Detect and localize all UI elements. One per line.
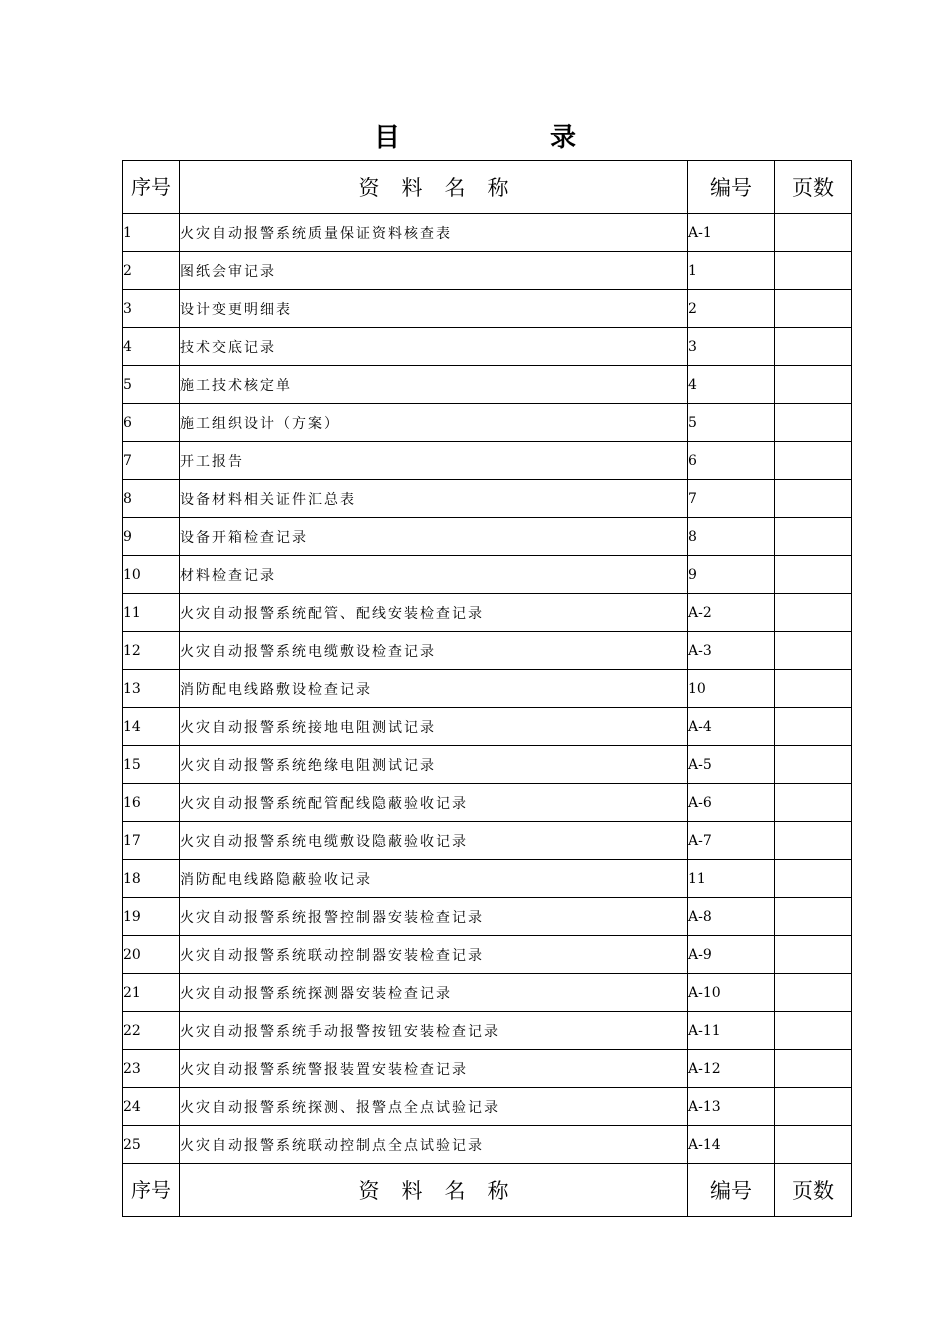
toc-body — [123, 214, 852, 1164]
table-row — [123, 1088, 852, 1126]
row-code: A-1 — [688, 214, 775, 252]
row-name: 火灾自动报警系统配管、配线安装检查记录 — [180, 594, 688, 632]
row-pages — [775, 936, 852, 974]
table-row — [123, 898, 852, 936]
row-code: 9 — [688, 556, 775, 594]
row-seq: 6 — [123, 404, 180, 442]
row-name: 火灾自动报警系统质量保证资料核查表 — [180, 214, 688, 252]
row-name: 火灾自动报警系统绝缘电阻测试记录 — [180, 746, 688, 784]
row-pages — [775, 1012, 852, 1050]
row-seq: 1 — [123, 214, 180, 252]
row-code: A-13 — [688, 1088, 775, 1126]
row-seq: 25 — [123, 1126, 180, 1164]
row-pages — [775, 670, 852, 708]
row-pages — [775, 290, 852, 328]
row-pages — [775, 708, 852, 746]
row-code: A-7 — [688, 822, 775, 860]
table-row — [123, 1126, 852, 1164]
row-code: A-3 — [688, 632, 775, 670]
row-name: 火灾自动报警系统接地电阻测试记录 — [180, 708, 688, 746]
row-seq: 15 — [123, 746, 180, 784]
row-pages — [775, 556, 852, 594]
row-seq: 13 — [123, 670, 180, 708]
row-pages — [775, 1126, 852, 1164]
row-name: 施工组织设计（方案） — [180, 404, 688, 442]
row-code: A-2 — [688, 594, 775, 632]
header-pages: 页数 — [775, 161, 852, 214]
row-name: 设备开箱检查记录 — [180, 518, 688, 556]
table-row — [123, 822, 852, 860]
row-pages — [775, 328, 852, 366]
row-name: 火灾自动报警系统电缆敷设隐蔽验收记录 — [180, 822, 688, 860]
table-row — [123, 632, 852, 670]
row-seq: 11 — [123, 594, 180, 632]
table-row — [123, 252, 852, 290]
table-row — [123, 366, 852, 404]
row-name: 设计变更明细表 — [180, 290, 688, 328]
row-seq: 10 — [123, 556, 180, 594]
row-pages — [775, 366, 852, 404]
row-seq: 20 — [123, 936, 180, 974]
row-pages — [775, 974, 852, 1012]
footer-header-name: 资料名称 — [180, 1164, 688, 1217]
row-code: A-5 — [688, 746, 775, 784]
row-code: 3 — [688, 328, 775, 366]
row-name: 火灾自动报警系统联动控制器安装检查记录 — [180, 936, 688, 974]
table-row — [123, 214, 852, 252]
row-code: 2 — [688, 290, 775, 328]
row-pages — [775, 1088, 852, 1126]
row-pages — [775, 898, 852, 936]
row-pages — [775, 632, 852, 670]
row-pages — [775, 860, 852, 898]
row-name: 消防配电线路隐蔽验收记录 — [180, 860, 688, 898]
row-code: 10 — [688, 670, 775, 708]
row-seq: 22 — [123, 1012, 180, 1050]
row-name: 图纸会审记录 — [180, 252, 688, 290]
row-pages — [775, 1050, 852, 1088]
row-seq: 2 — [123, 252, 180, 290]
row-seq: 4 — [123, 328, 180, 366]
table-row — [123, 974, 852, 1012]
table-row — [123, 480, 852, 518]
header-row — [123, 161, 852, 214]
row-pages — [775, 480, 852, 518]
row-code: A-12 — [688, 1050, 775, 1088]
table-row — [123, 328, 852, 366]
row-name: 材料检查记录 — [180, 556, 688, 594]
row-name: 火灾自动报警系统警报装置安装检查记录 — [180, 1050, 688, 1088]
row-pages — [775, 822, 852, 860]
table-row — [123, 1012, 852, 1050]
row-seq: 16 — [123, 784, 180, 822]
table-row — [123, 936, 852, 974]
row-name: 火灾自动报警系统联动控制点全点试验记录 — [180, 1126, 688, 1164]
row-name: 火灾自动报警系统配管配线隐蔽验收记录 — [180, 784, 688, 822]
table-row — [123, 784, 852, 822]
header-name: 资料名称 — [180, 161, 688, 214]
row-code: 6 — [688, 442, 775, 480]
row-name: 施工技术核定单 — [180, 366, 688, 404]
header-code: 编号 — [688, 161, 775, 214]
row-code: A-9 — [688, 936, 775, 974]
row-name: 火灾自动报警系统探测、报警点全点试验记录 — [180, 1088, 688, 1126]
row-seq: 14 — [123, 708, 180, 746]
row-pages — [775, 442, 852, 480]
row-code: 7 — [688, 480, 775, 518]
row-code: 4 — [688, 366, 775, 404]
row-name: 设备材料相关证件汇总表 — [180, 480, 688, 518]
table-row — [123, 860, 852, 898]
row-name: 技术交底记录 — [180, 328, 688, 366]
row-name: 火灾自动报警系统探测器安装检查记录 — [180, 974, 688, 1012]
row-seq: 8 — [123, 480, 180, 518]
row-seq: 19 — [123, 898, 180, 936]
toc-table — [122, 160, 852, 1217]
row-pages — [775, 214, 852, 252]
row-code: 11 — [688, 860, 775, 898]
row-name: 消防配电线路敷设检查记录 — [180, 670, 688, 708]
table-row — [123, 1050, 852, 1088]
row-name: 开工报告 — [180, 442, 688, 480]
table-row — [123, 518, 852, 556]
table-row — [123, 708, 852, 746]
footer-header-pages: 页数 — [775, 1164, 852, 1217]
row-seq: 17 — [123, 822, 180, 860]
row-code: A-14 — [688, 1126, 775, 1164]
header-seq: 序号 — [123, 161, 180, 214]
row-seq: 18 — [123, 860, 180, 898]
row-seq: 21 — [123, 974, 180, 1012]
row-seq: 5 — [123, 366, 180, 404]
row-seq: 3 — [123, 290, 180, 328]
row-pages — [775, 784, 852, 822]
page-title: 目 录 — [373, 123, 638, 153]
table-row — [123, 442, 852, 480]
row-code: 1 — [688, 252, 775, 290]
row-seq: 9 — [123, 518, 180, 556]
footer-header-code: 编号 — [688, 1164, 775, 1217]
row-pages — [775, 746, 852, 784]
footer-header-row — [123, 1164, 852, 1217]
row-code: A-6 — [688, 784, 775, 822]
row-pages — [775, 594, 852, 632]
row-seq: 12 — [123, 632, 180, 670]
table-row — [123, 404, 852, 442]
row-code: 8 — [688, 518, 775, 556]
table-row — [123, 290, 852, 328]
row-pages — [775, 404, 852, 442]
table-row — [123, 670, 852, 708]
table-row — [123, 594, 852, 632]
row-code: A-4 — [688, 708, 775, 746]
row-pages — [775, 252, 852, 290]
row-code: A-11 — [688, 1012, 775, 1050]
row-name: 火灾自动报警系统电缆敷设检查记录 — [180, 632, 688, 670]
row-name: 火灾自动报警系统报警控制器安装检查记录 — [180, 898, 688, 936]
row-code: A-10 — [688, 974, 775, 1012]
row-name: 火灾自动报警系统手动报警按钮安装检查记录 — [180, 1012, 688, 1050]
row-pages — [775, 518, 852, 556]
row-code: A-8 — [688, 898, 775, 936]
footer-header-seq: 序号 — [123, 1164, 180, 1217]
row-seq: 24 — [123, 1088, 180, 1126]
row-code: 5 — [688, 404, 775, 442]
row-seq: 23 — [123, 1050, 180, 1088]
table-row — [123, 746, 852, 784]
table-row — [123, 556, 852, 594]
row-seq: 7 — [123, 442, 180, 480]
